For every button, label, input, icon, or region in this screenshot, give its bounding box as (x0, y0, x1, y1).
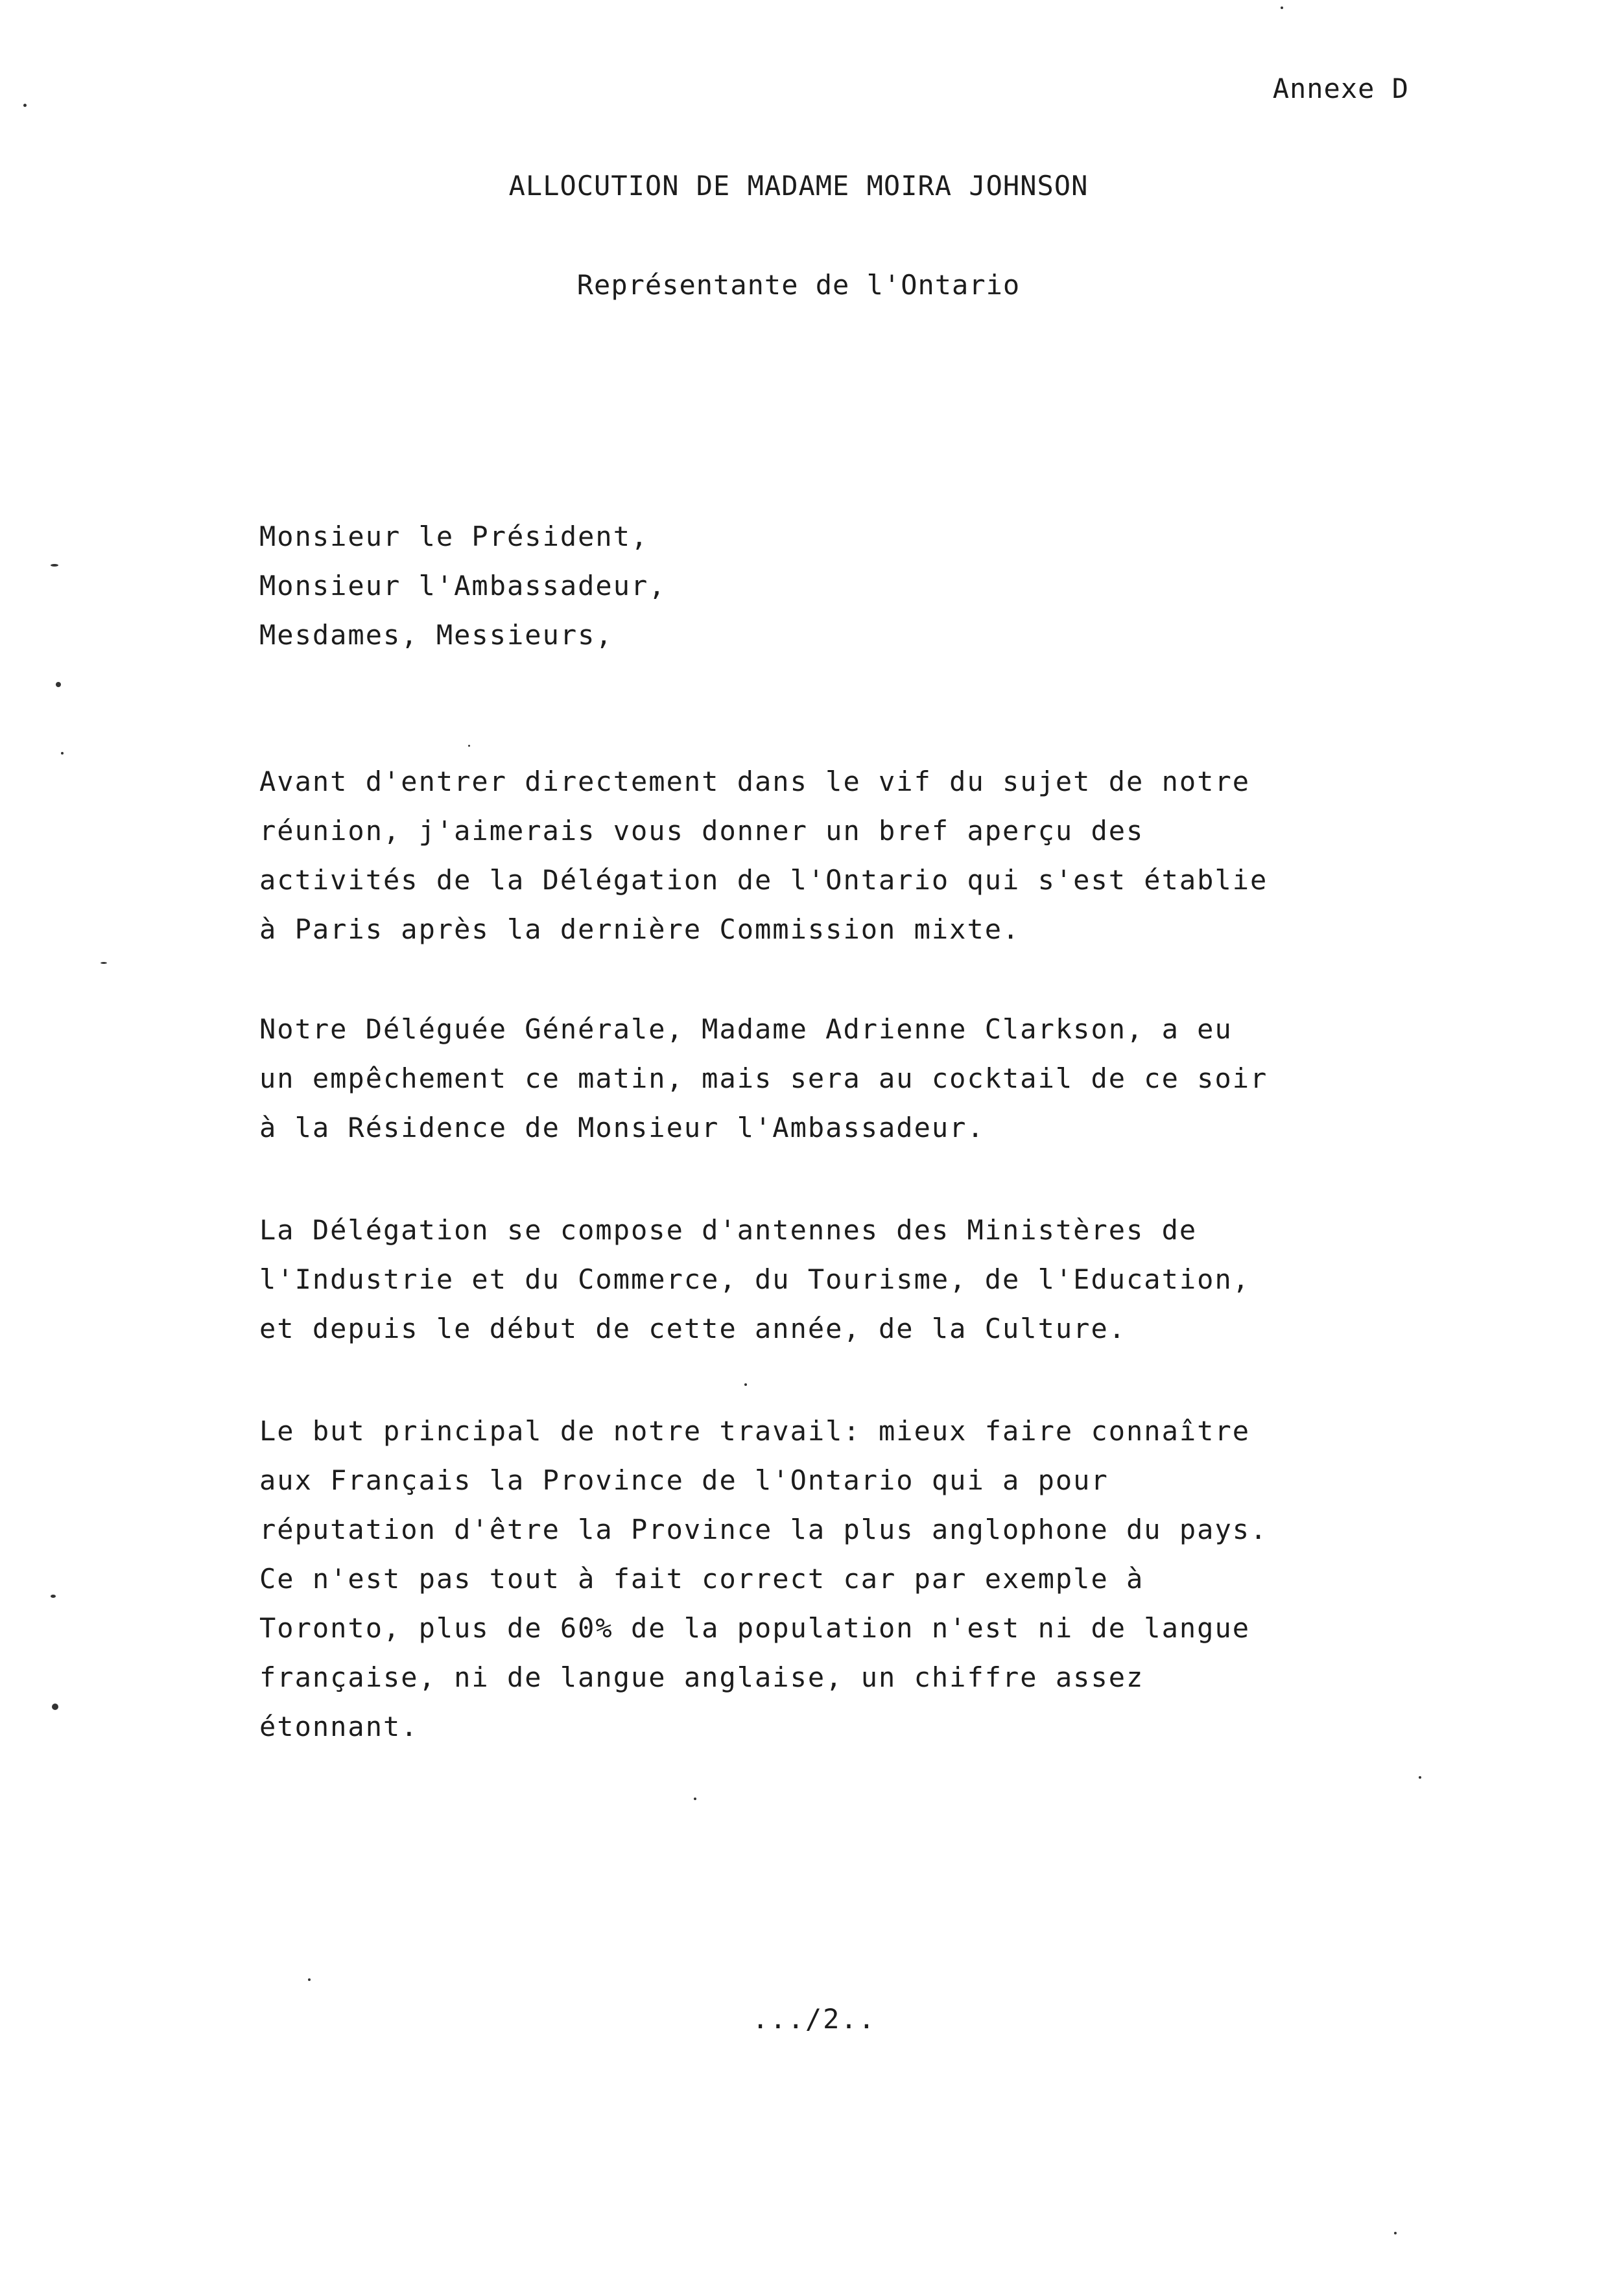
text-line: et depuis le début de cette année, de la Culture. (259, 1313, 1127, 1344)
scan-speck (52, 1704, 58, 1710)
scan-speck (101, 962, 107, 964)
speaker-role: Représentante de l'Ontario (576, 269, 1021, 301)
text-line: réputation d'être la Province la plus anglophone du pays. (259, 1514, 1268, 1545)
text-line: Notre Déléguée Générale, Madame Adrienne Clarkson, a eu (259, 1013, 1233, 1045)
salutation-block (259, 512, 667, 660)
scan-speck (694, 1798, 696, 1800)
scan-speck (468, 745, 470, 747)
speech-title: ALLOCUTION DE MADAME MOIRA JOHNSON (508, 170, 1089, 202)
scan-speck (1394, 2232, 1397, 2234)
text-line: un empêchement ce matin, mais sera au cocktail de ce soir (259, 1062, 1268, 1094)
paragraph-delegate (259, 1005, 1401, 1153)
scan-speck (61, 752, 64, 755)
scan-speck (1281, 6, 1283, 9)
scan-speck (56, 682, 61, 687)
text-line: La Délégation se compose d'antennes des Ministères de (259, 1214, 1198, 1246)
scan-speck (308, 1978, 311, 1981)
text-line: à la Résidence de Monsieur l'Ambassadeur. (259, 1112, 985, 1143)
annex-label: Annexe D (1272, 73, 1409, 104)
paragraph-introduction (259, 757, 1401, 954)
salutation-line: Mesdames, Messieurs, (259, 619, 613, 651)
text-line: française, ni de langue anglaise, un chiffre assez (259, 1661, 1144, 1693)
salutation-line: Monsieur l'Ambassadeur, (259, 570, 667, 602)
text-line: Toronto, plus de 60% de la population n'est ni de langue (259, 1612, 1251, 1644)
text-line: Ce n'est pas tout à fait correct car par exemple à (259, 1563, 1144, 1595)
text-line: étonnant. (259, 1711, 419, 1742)
scan-speck (744, 1383, 747, 1386)
text-line: réunion, j'aimerais vous donner un bref aperçu des (259, 815, 1144, 847)
text-line: activités de la Délégation de l'Ontario qui s'est établie (259, 864, 1268, 896)
scan-speck (51, 1595, 56, 1598)
paragraph-composition (259, 1206, 1401, 1353)
text-line: Le but principal de notre travail: mieux faire connaître (259, 1415, 1251, 1447)
scan-speck (1419, 1776, 1421, 1779)
salutation-line: Monsieur le Président, (259, 521, 649, 552)
text-line: à Paris après la dernière Commission mixte. (259, 913, 1021, 945)
text-line: Avant d'entrer directement dans le vif du sujet de notre (259, 766, 1251, 797)
scan-speck (51, 564, 58, 567)
scan-speck (23, 104, 27, 107)
text-line: aux Français la Province de l'Ontario qui a pour (259, 1464, 1109, 1496)
paragraph-purpose (259, 1407, 1401, 1751)
text-line: l'Industrie et du Commerce, du Tourisme, de l'Education, (259, 1263, 1251, 1295)
page-continuation-marker: .../2.. (752, 2003, 877, 2035)
